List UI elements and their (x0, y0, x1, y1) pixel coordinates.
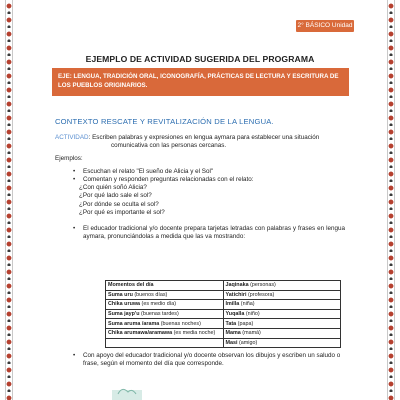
table-row (106, 281, 341, 291)
cell-term: Yatichiri (225, 291, 247, 298)
activity-text-1: : Escriben palabras y expresiones en lengua aymara para establecer una situación (88, 134, 320, 141)
list-item: • Comentan y responden preguntas relacionadas con el relato: (73, 176, 345, 184)
table-row (106, 290, 341, 300)
illustration-image (112, 384, 142, 400)
cell-term: Mama (225, 330, 241, 337)
cell-term: Chika arumawa/aramawa (108, 330, 173, 337)
grade-badge: 2° BÁSICO Unidad 3 (297, 22, 353, 41)
cell-term: Yuqalla (225, 311, 245, 318)
question-item: ¿Por dónde se oculta el sol? (79, 200, 159, 208)
table-cell-person (223, 281, 341, 291)
table-row (106, 328, 341, 338)
cell-term: Suma jayp'u (108, 311, 140, 318)
list-item: • El educador tradicional y/o docente prepara tarjetas letradas con palabras y frases en lengua aymara, pronunciándolas a medida que las va mostrando: (73, 225, 345, 242)
question-item: ¿Por qué lado sale el sol? (79, 192, 152, 200)
table-row (106, 319, 341, 329)
page-title: EJEMPLO DE ACTIVIDAD SUGERIDA DEL PROGRAMA (85, 54, 315, 64)
cell-term: Chika uruwa (108, 301, 141, 308)
cell-translation: (personas) (248, 282, 276, 289)
table-cell-person (223, 300, 341, 310)
cell-term: Momentos del día (108, 282, 154, 289)
question-item: ¿Con quién soñó Alicia? (79, 184, 147, 191)
table-cell-person (223, 309, 341, 319)
cell-translation: (profesora) (246, 291, 275, 298)
table-row (106, 300, 341, 310)
cell-term: Imilla (225, 301, 240, 308)
cell-translation: (buenas tardes) (139, 311, 179, 318)
activity-description (55, 134, 345, 151)
cell-translation: (buenas noches) (159, 320, 201, 327)
table-cell-greeting (106, 309, 224, 319)
table-intro (73, 225, 345, 242)
cell-translation: (buenos días) (132, 291, 168, 298)
table-cell-person (223, 319, 341, 329)
table-cell-greeting (106, 281, 224, 291)
question-item: ¿Por qué es importante el sol? (79, 208, 165, 216)
question-list (79, 184, 165, 217)
cell-translation: (es media noche) (172, 330, 216, 337)
cell-translation: (mamá) (240, 330, 261, 337)
table-cell-person (223, 328, 341, 338)
activity-label: ACTIVIDAD (55, 134, 89, 141)
table-cell-person (223, 338, 341, 348)
table-cell-greeting (106, 328, 224, 338)
cell-translation: (niña) (239, 301, 255, 308)
table-cell-person (223, 290, 341, 300)
activity-text-2: comunicativa con las personas cercanas. (111, 142, 227, 150)
cell-translation: (papa) (236, 320, 254, 327)
vocabulary-table (105, 280, 341, 348)
list-item: • Con apoyo del educador tradicional y/o docente observan los dibujos y escriben un saludo o frase, según el momento del día que corresponde. (73, 352, 348, 369)
eje-banner: EJE: LENGUA, TRADICIÓN ORAL, ICONOGRAFÍA, PRÁCTICAS DE LECTURA Y ESCRITURA DE LOS PUEBLOS ORIGINARIOS. (52, 68, 349, 96)
cell-translation: (es medio día) (140, 301, 177, 308)
cell-translation: (amigo) (237, 339, 258, 346)
examples-label: Ejemplos: (55, 155, 83, 162)
table-cell-greeting (106, 338, 224, 348)
list-item: • Escuchan el relato "El sueño de Alicia y el Sol" (73, 168, 345, 176)
closing-instruction (73, 352, 348, 369)
cell-term: Tata (225, 320, 237, 327)
bullet-list (73, 168, 345, 185)
table-row (106, 309, 341, 319)
table-cell-greeting (106, 290, 224, 300)
table-row (106, 338, 341, 348)
table-cell-greeting (106, 300, 224, 310)
table-cell-greeting (106, 319, 224, 329)
cell-term: Jaqinaka (225, 282, 249, 289)
cell-term: Suma aruma /arama (108, 320, 160, 327)
cell-term: Masi (225, 339, 238, 346)
cell-translation: (niño) (244, 311, 260, 318)
context-title: CONTEXTO RESCATE Y REVITALIZACIÓN DE LA LENGUA. (55, 117, 274, 126)
cell-term: Suma uru (108, 291, 133, 298)
